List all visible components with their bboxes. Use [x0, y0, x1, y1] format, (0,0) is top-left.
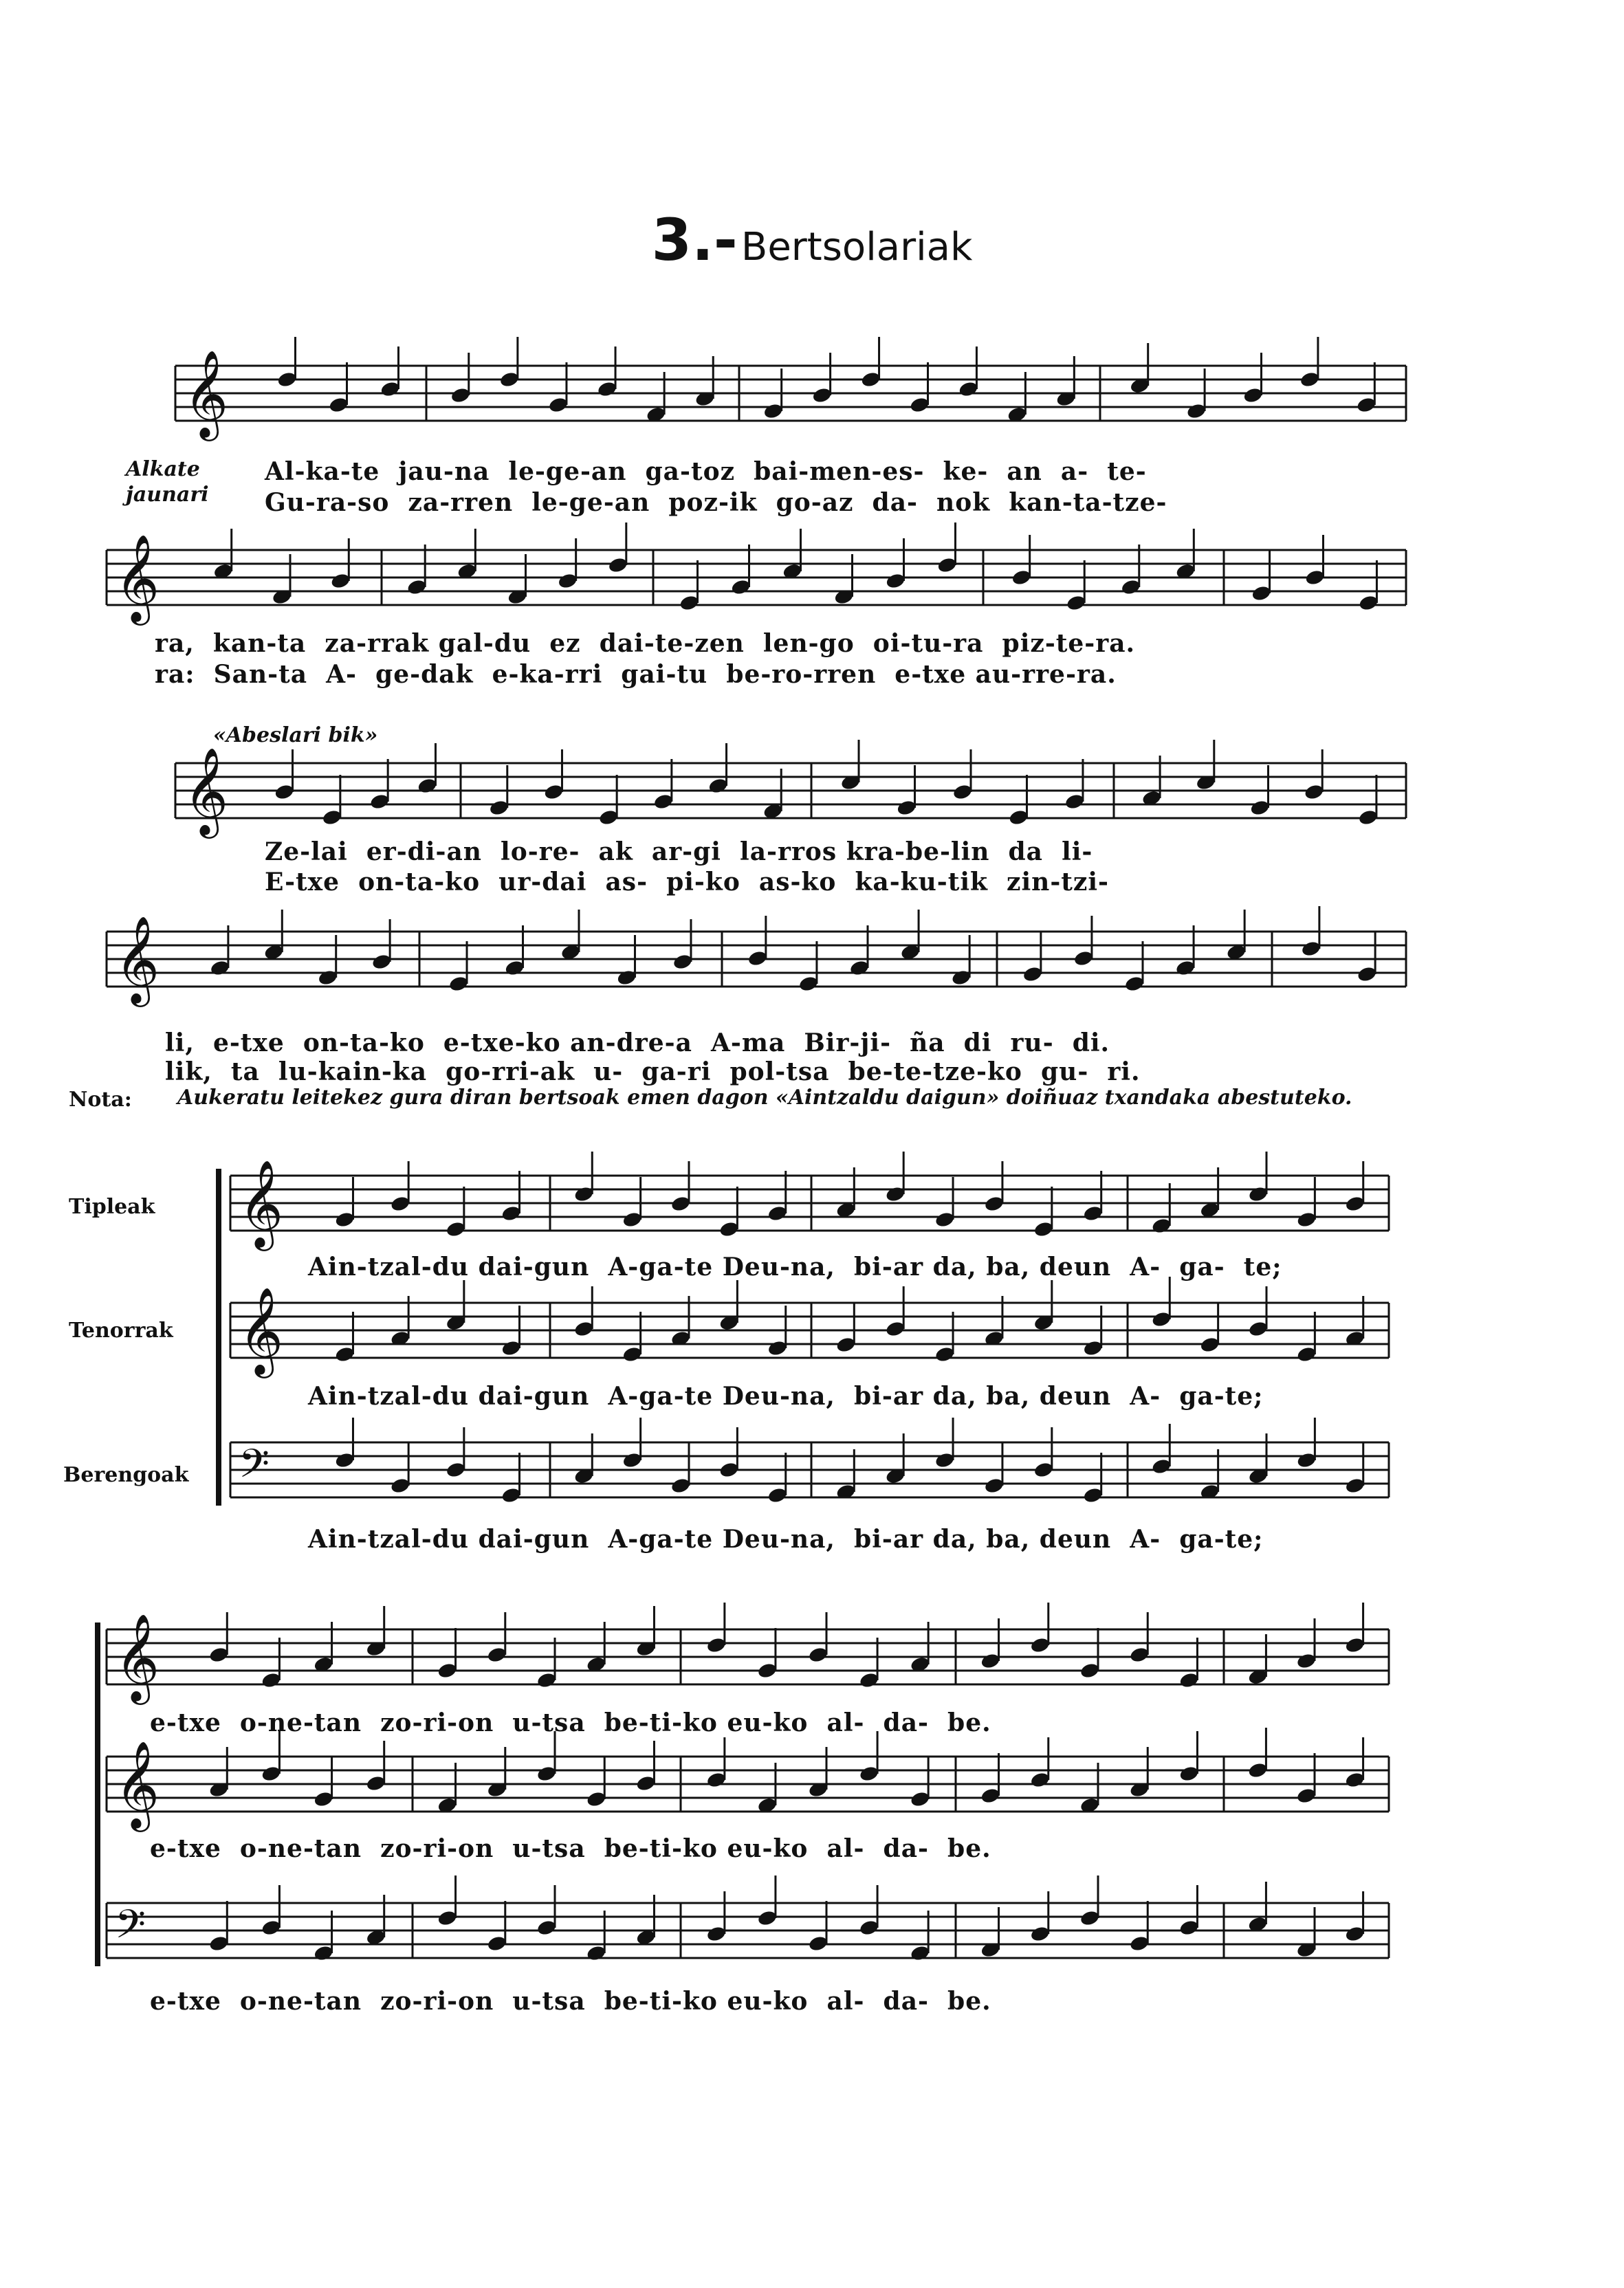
choir1-lyric-tenorrak: Ain-tzal-du dai-gun A-ga-te Deu-na, bi-ar da, ba, deun A- ga-te;: [308, 1382, 1264, 1411]
treble-clef: 𝄞: [115, 1740, 160, 1828]
part-label-tenorrak: Tenorrak: [69, 1319, 173, 1343]
song2-label: «Abeslari bik»: [213, 723, 378, 747]
title-text: Bertsolariak: [740, 225, 973, 270]
choir2-lyric-berengoak: e-txe o-ne-tan zo-ri-on u-tsa be-ti-ko eu-ko al- da- be.: [150, 1987, 991, 2016]
song1-lyric-line1b: Gu-ra-so za-rren le-ge-an poz-ik go-az da- nok kan-ta-tze-: [265, 488, 1167, 517]
treble-clef: 𝄞: [239, 1286, 284, 1374]
speaker-label-1: Alkate: [126, 457, 200, 481]
nota-label: Nota:: [69, 1088, 132, 1112]
treble-clef: 𝄞: [184, 349, 229, 437]
treble-clef: 𝄞: [115, 915, 160, 1003]
title-number: 3.-: [651, 206, 738, 274]
song1-lyric-line2a: ra, kan-ta za-rrak gal-du ez dai-te-zen len-go oi-tu-ra piz-te-ra.: [155, 629, 1136, 658]
song2-lyric-line1a: Ze-lai er-di-an lo-re- ak ar-gi la-rros kra-be-lin da li-: [265, 837, 1093, 866]
song2-lyric-line2b: lik, ta lu-kain-ka go-rri-ak u- ga-ri pol-tsa be-te-tze-ko gu- ri.: [165, 1057, 1141, 1086]
choir1-lyric-tipleak: Ain-tzal-du dai-gun A-ga-te Deu-na, bi-ar da, ba, deun A- ga- te;: [308, 1253, 1282, 1282]
song2-lyric-line2a: li, e-txe on-ta-ko e-txe-ko an-dre-a A-ma Bir-ji- ña di ru- di.: [165, 1028, 1110, 1057]
choir2-lyric-tenorrak: e-txe o-ne-tan zo-ri-on u-tsa be-ti-ko eu-ko al- da- be.: [150, 1834, 991, 1863]
song1-lyric-line2b: ra: San-ta A- ge-dak e-ka-rri gai-tu be-ro-rren e-txe au-rre-ra.: [155, 660, 1117, 689]
song1-lyric-line1a: Al-ka-te jau-na le-ge-an ga-toz bai-men-es- ke- an a- te-: [265, 457, 1147, 486]
treble-clef: 𝄞: [115, 1613, 160, 1701]
bass-clef: 𝄢: [239, 1440, 270, 1497]
part-label-tipleak: Tipleak: [69, 1195, 155, 1219]
choir1-lyric-berengoak: Ain-tzal-du dai-gun A-ga-te Deu-na, bi-ar da, ba, deun A- ga-te;: [308, 1525, 1264, 1554]
part-label-berengoak: Berengoak: [63, 1463, 189, 1487]
treble-clef: 𝄞: [115, 534, 160, 622]
treble-clef: 𝄞: [184, 747, 229, 835]
choir2-lyric-tipleak: e-txe o-ne-tan zo-ri-on u-tsa be-ti-ko eu-ko al- da- be.: [150, 1708, 991, 1737]
bass-clef: 𝄢: [115, 1901, 146, 1957]
speaker-label-2: jaunari: [126, 483, 209, 507]
song2-lyric-line1b: E-txe on-ta-ko ur-dai as- pi-ko as-ko ka-ku-tik zin-tzi-: [265, 868, 1109, 896]
nota-text: Aukeratu leitekez gura diran bertsoak emen dagon «Aintzaldu daigun» doiñuaz txandaka abestuteko.: [177, 1086, 1352, 1110]
treble-clef: 𝄞: [239, 1159, 284, 1247]
